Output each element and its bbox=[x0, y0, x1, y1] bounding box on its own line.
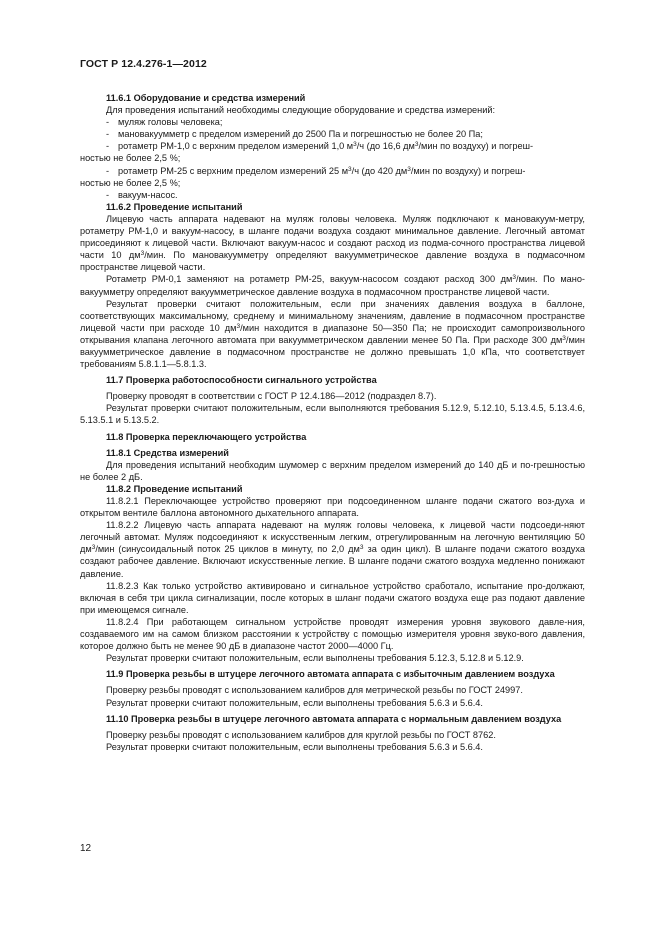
list-item: - мановакуумметр с пределом измерений до 2500 Па и погрешностью не более 20 Па; bbox=[106, 129, 483, 140]
paragraph: 11.8.2.3 Как только устройство активировано и сигнальное устройство сработало, испытание про-должают, включая в себя три цикла сигнализации, после которых в шланг подачи сжатого воздуха еще раз подают давление при имеющемся сигнале. bbox=[80, 580, 585, 615]
section-11-8-1-heading: 11.8.1 Средства измерений bbox=[106, 447, 229, 458]
list-item: - вакуум-насос. bbox=[106, 189, 178, 200]
paragraph: 11.8.2.4 При работающем сигнальном устройстве проводят измерения уровня звукового давле-ния, создаваемого им на самом близком расстоянии к устройству с помощью измерителя уровня звуко-вого давления, которое должно быть не менее 90 дБ в диапазоне частот 2000—4000 Гц. bbox=[80, 616, 585, 652]
section-11-10-heading: 11.10 Проверка резьбы в штуцере легочного автомата аппарата с нормальным давлением воздуха bbox=[106, 713, 562, 724]
paragraph: Проверку резьбы проводят с использованием калибров для круглой резьбы по ГОСТ 8762. bbox=[106, 729, 496, 740]
section-11-6-1-intro: Для проведения испытаний необходимы следующие оборудование и средства измерений: bbox=[106, 105, 496, 116]
paragraph: Проверку проводят в соответствии с ГОСТ Р 12.4.186—2012 (подраздел 8.7). bbox=[106, 391, 437, 402]
paragraph: 11.8.2.1 Переключающее устройство проверяют при подсоединенном шланге подачи сжатого воз-духа и открытом вентиле баллона автономного дыхательного аппарата. bbox=[80, 496, 585, 519]
paragraph: 11.8.2.2 Лицевую часть аппарата надевают на муляж головы человека, к лицевой части подсоеди-няют легочный автомат. Муляж подсоединяют к искусственным легким, отрегулированным на легочную вентиляцию 50 $дм^3$/мин (синусоидальный поток 25 циклов в минуту, по 2,0 $дм^3$ за один цикл). В шланге подачи сжатого воздуха создают рабочее давление. Включают искусственные легкие. В шланге подачи сжатого воздуха медленно понижают давление. bbox=[80, 520, 585, 579]
list-item: - муляж головы человека; bbox=[106, 117, 223, 128]
paragraph: Результат проверки считают положительным, если выполнены требования 5.12.3, 5.12.8 и 5.12.9. bbox=[106, 653, 524, 664]
paragraph: Результат проверки считают положительным, если выполняются требования 5.12.9, 5.12.10, 5.13.4.5, 5.13.4.6, 5.13.5.1 и 5.13.5.2. bbox=[80, 403, 585, 426]
document-header: ГОСТ Р 12.4.276-1—2012 bbox=[80, 58, 207, 70]
paragraph: Для проведения испытаний необходим шумомер с верхним пределом измерений до 140 дБ и по-грешностью не более 2 дБ. bbox=[80, 459, 585, 482]
paragraph: Ротаметр РМ-0,1 заменяют на ротаметр РМ-25, вакуум-насосом создают расход 300 $дм^3$/мин. По мано-вакуумметру определяют вакуумметрическое давление воздуха в подмасочном пространстве лицевой части. bbox=[80, 274, 585, 297]
section-11-6-1-heading: 11.6.1 Оборудование и средства измерений bbox=[106, 93, 306, 103]
paragraph: Проверку резьбы проводят с использованием калибров для метрической резьбы по ГОСТ 24997. bbox=[106, 685, 523, 696]
paragraph: Результат проверки считают положительным, если выполнены требования 5.6.3 и 5.6.4. bbox=[106, 697, 483, 708]
list-item-continuation: ностью не более 2,5 %; bbox=[80, 177, 181, 188]
section-11-9-heading: 11.9 Проверка резьбы в штуцере легочного автомата аппарата с избыточным давлением воздуха bbox=[106, 669, 555, 680]
list-item-continuation: ностью не более 2,5 %; bbox=[80, 153, 181, 164]
paragraph: Результат проверки считают положительным, если при значениях давления воздуха в баллоне, соответствующих максимальному, среднему и минимальному значениям, давление в подмасочном пространстве лицевой части при расходе 10 $дм^3$/мин находится в диапазоне 50—350 Па; не происходит самопроизвольного открывания клапана легочного автомата при вакуумметрическом давлении менее 50 Па. При расходе 300 $дм^3$/мин вакуумметрическое давление в подмасочном пространстве не должно превышать 1,0 кПа, что соответствует требованиям 5.8.1.1—5.8.1.3. bbox=[80, 298, 585, 370]
page-number: 12 bbox=[80, 843, 92, 854]
section-11-7-heading: 11.7 Проверка работоспособности сигнального устройства bbox=[106, 375, 377, 386]
list-item: - ротаметр РМ-1,0 с верхним пределом измерений 1,0 $м^3/ч$ (до 16,6 $дм^3$/мин по воздуху) и погреш- bbox=[106, 141, 534, 152]
section-11-8-heading: 11.8 Проверка переключающего устройства bbox=[106, 431, 307, 442]
section-11-6-2-heading: 11.6.2 Проведение испытаний bbox=[106, 201, 243, 212]
paragraph: Результат проверки считают положительным, если выполнены требования 5.6.3 и 5.6.4. bbox=[106, 741, 483, 752]
list-item: - ротаметр РМ-25 с верхним пределом измерений 25 $м^3/ч$ (до 420 $дм^3$/мин по воздуху) и погреш- bbox=[106, 165, 526, 176]
document-body bbox=[80, 92, 585, 753]
section-11-8-2-heading: 11.8.2 Проведение испытаний bbox=[106, 483, 243, 494]
paragraph: Лицевую часть аппарата надевают на муляж головы человека. Муляж подключают к мановакуум-метру, ротаметру РМ-1,0 и вакуум-насосу, в шланге подачи воздуха создают минимальное давление. Легочный автомат присоединяют к лицевой части. Включают вакуум-насос и создают расход из подма-сочного пространства лицевой части 10 $дм^3$/мин. По мановакуумметру определяют вакуумметрическое давление воздуха в подмасочном пространстве лицевой части. bbox=[80, 213, 585, 273]
